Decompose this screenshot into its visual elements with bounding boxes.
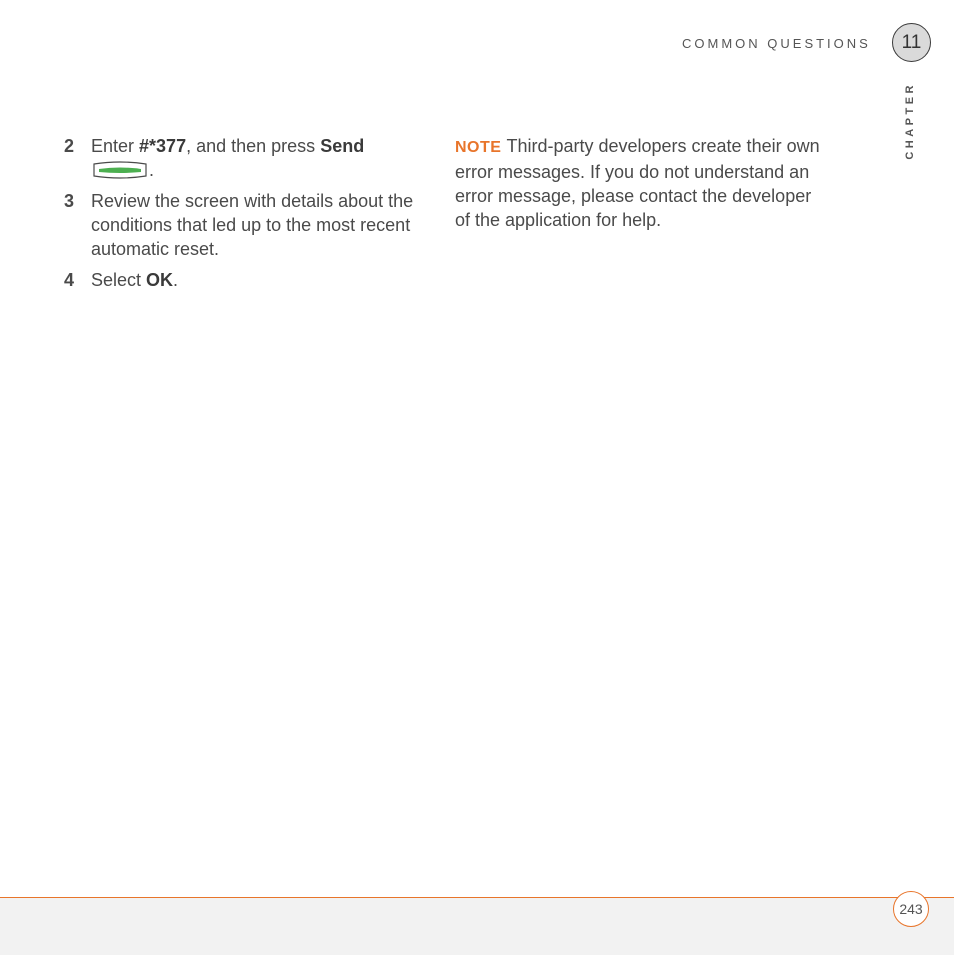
- step-number: 2: [64, 136, 75, 156]
- step-item: [64, 189, 424, 261]
- step-key-name: Send: [320, 136, 365, 156]
- step-item: [64, 134, 424, 182]
- step-text: Select: [91, 270, 147, 290]
- step-text: , and then press: [186, 136, 321, 156]
- steps-list: [64, 134, 424, 299]
- step-text: .: [149, 160, 155, 180]
- step-text: .: [173, 270, 179, 290]
- step-text: Enter: [91, 136, 140, 156]
- page-number: 243: [893, 891, 929, 927]
- step-number: 4: [64, 270, 75, 290]
- note-label: NOTE: [455, 139, 502, 156]
- footer-bar: [0, 897, 954, 955]
- step-item: [64, 268, 424, 292]
- chapter-label: CHAPTER: [904, 82, 916, 160]
- send-key-icon: [91, 161, 149, 179]
- chapter-number-badge: 11: [892, 23, 931, 62]
- step-text: Review the screen with details about the conditions that led up to the most recent automatic reset.: [91, 191, 414, 259]
- step-number: 3: [64, 191, 75, 211]
- step-button-name: OK: [146, 270, 174, 290]
- note-text: Third-party developers create their own error messages. If you do not understand an error message, please contact the developer of the application for help.: [455, 136, 820, 230]
- note-box: [455, 134, 830, 232]
- section-title: COMMON QUESTIONS: [682, 36, 871, 51]
- step-code: #*377: [139, 136, 187, 156]
